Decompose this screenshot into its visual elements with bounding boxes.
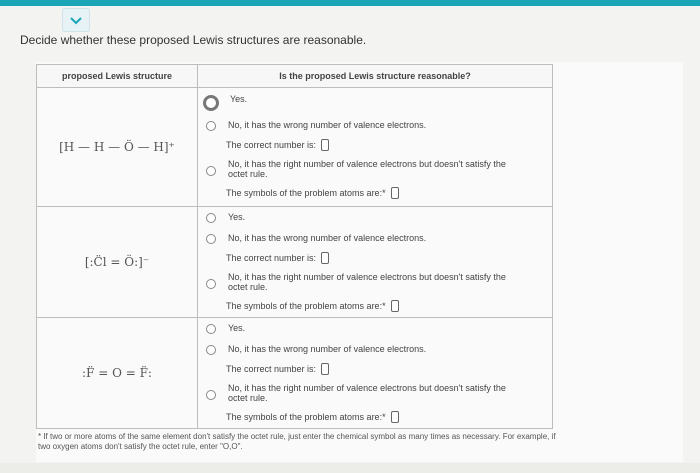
option-wrong-count[interactable]: No, it has the wrong number of valence electrons. (206, 233, 552, 244)
lewis-structure: [H — H — Ö — H]⁺ (59, 140, 175, 154)
option-yes[interactable]: Yes. (206, 212, 552, 223)
option-yes[interactable]: Yes. (206, 323, 552, 334)
option-octet[interactable]: No, it has the right number of valence electrons but doesn't satisfy the octet rule. (206, 383, 552, 403)
radio-wrong-count[interactable] (206, 121, 216, 131)
collapse-button[interactable] (62, 8, 90, 32)
chevron-down-icon (69, 16, 83, 25)
options-cell (198, 88, 553, 207)
options-cell (198, 318, 553, 429)
correct-number-row: The correct number is: (226, 363, 552, 375)
top-accent-bar (0, 0, 700, 6)
correct-number-row: The correct number is: (226, 139, 552, 151)
problem-atoms-row: The symbols of the problem atoms are:* (226, 187, 552, 199)
lewis-structure: [:C̈l = Ö:]⁻ (84, 255, 150, 269)
correct-number-input[interactable] (321, 139, 329, 151)
table-row (37, 318, 553, 429)
lewis-structure-cell (37, 207, 198, 318)
lewis-structure-cell (37, 318, 198, 429)
options-cell (198, 207, 553, 318)
radio-wrong-count[interactable] (206, 345, 216, 355)
table-row (37, 88, 553, 207)
option-wrong-count[interactable]: No, it has the wrong number of valence electrons. (206, 344, 552, 355)
radio-yes[interactable] (206, 324, 216, 334)
radio-octet[interactable] (206, 166, 216, 176)
col-reasonable-header: Is the proposed Lewis structure reasonable? (198, 65, 553, 88)
problem-atoms-row: The symbols of the problem atoms are:* (226, 411, 552, 423)
option-octet[interactable]: No, it has the right number of valence electrons but doesn't satisfy the octet rule. (206, 272, 552, 292)
question-prompt: Decide whether these proposed Lewis structures are reasonable. (20, 33, 367, 47)
option-yes[interactable]: Yes. (206, 94, 552, 111)
radio-wrong-count[interactable] (206, 234, 216, 244)
radio-octet[interactable] (206, 279, 216, 289)
lewis-structure: :F̈ = O = F̈: (82, 366, 152, 380)
table-row (37, 207, 553, 318)
lewis-structure-cell (37, 88, 198, 207)
problem-atoms-input[interactable] (391, 187, 399, 199)
correct-number-input[interactable] (321, 363, 329, 375)
radio-yes[interactable] (203, 95, 219, 111)
option-octet[interactable]: No, it has the right number of valence electrons but doesn't satisfy the octet rule. (206, 159, 552, 179)
bottom-edge (0, 463, 700, 473)
correct-number-row: The correct number is: (226, 252, 552, 264)
lewis-table (36, 64, 553, 429)
col-structure-header: proposed Lewis structure (37, 65, 198, 88)
radio-octet[interactable] (206, 390, 216, 400)
correct-number-input[interactable] (321, 252, 329, 264)
option-wrong-count[interactable]: No, it has the wrong number of valence electrons. (206, 120, 552, 131)
problem-atoms-row: The symbols of the problem atoms are:* (226, 300, 552, 312)
footnote: * If two or more atoms of the same element don't satisfy the octet rule, just enter the chemical symbol as many times as necessary. For example, if two oxygen atoms don't satisfy the octet rule, enter "O,O". (38, 432, 556, 451)
radio-yes[interactable] (206, 213, 216, 223)
problem-atoms-input[interactable] (391, 411, 399, 423)
problem-atoms-input[interactable] (391, 300, 399, 312)
